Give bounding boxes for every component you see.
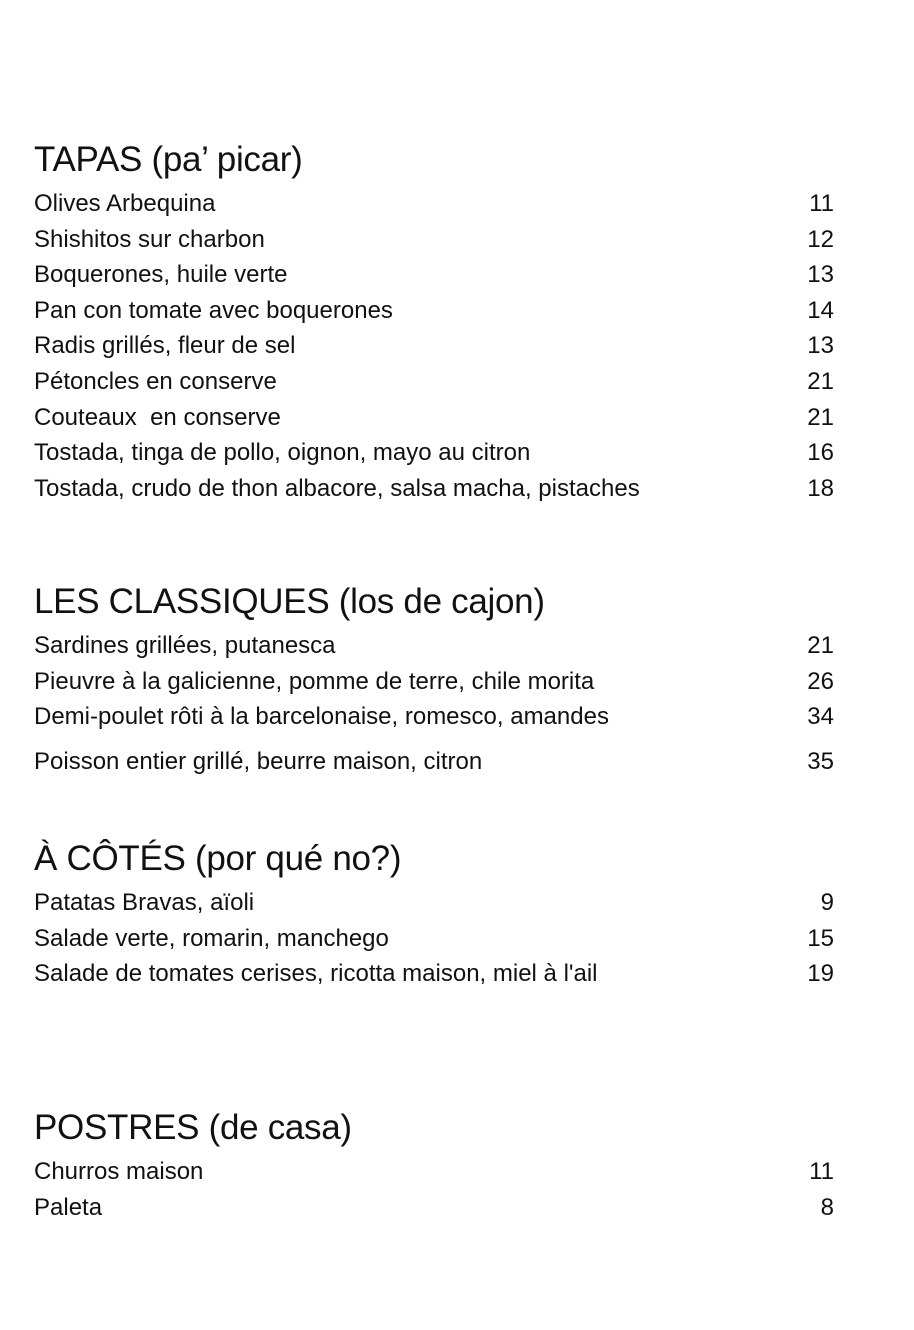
menu-item xyxy=(34,293,834,329)
menu-item-list xyxy=(34,1154,834,1225)
menu-item-price: 14 xyxy=(807,296,834,324)
menu-item-name: Pieuvre à la galicienne, pomme de terre, chile morita xyxy=(34,667,595,695)
menu-item-name: Pan con tomate avec boquerones xyxy=(34,296,393,324)
menu-item-price: 11 xyxy=(809,190,834,217)
menu-item xyxy=(34,257,834,293)
section-postres xyxy=(34,1108,834,1225)
menu-item-price: 15 xyxy=(807,924,834,952)
menu-item xyxy=(34,1190,834,1226)
menu-item-price: 34 xyxy=(807,703,834,731)
section-title: TAPAS (pa’ picar) xyxy=(34,140,303,179)
menu-item-price: 13 xyxy=(807,332,834,360)
menu-item-price: 21 xyxy=(807,632,834,659)
menu-item-list xyxy=(34,628,834,779)
section-tapas xyxy=(34,140,834,506)
menu-item-name: Churros maison xyxy=(34,1158,204,1185)
menu-item-price: 8 xyxy=(820,1193,834,1221)
menu-item-price: 18 xyxy=(807,474,834,502)
menu-item-price: 21 xyxy=(807,367,834,395)
menu-item-name: Radis grillés, fleur de sel xyxy=(34,332,296,360)
menu-item xyxy=(34,435,834,471)
menu-item xyxy=(34,921,834,957)
menu-item xyxy=(34,885,834,921)
menu-item-name: Olives Arbequina xyxy=(34,190,216,217)
section-les-classiques xyxy=(34,582,834,779)
menu-item-name: Paleta xyxy=(34,1193,103,1221)
menu-item-name: Couteaux en conserve xyxy=(34,403,281,431)
menu-item-name: Pétoncles en conserve xyxy=(34,367,277,395)
section-title: POSTRES (de casa) xyxy=(34,1108,352,1147)
menu-item-list xyxy=(34,885,834,992)
menu-item-name: Tostada, tinga de pollo, oignon, mayo au citron xyxy=(34,439,531,467)
menu-item-price: 21 xyxy=(807,403,834,431)
menu-item-name: Salade verte, romarin, manchego xyxy=(34,924,389,952)
menu-item-name: Sardines grillées, putanesca xyxy=(34,632,336,659)
menu-item-price: 12 xyxy=(807,225,834,253)
menu-item xyxy=(34,956,834,992)
section-title: LES CLASSIQUES (los de cajon) xyxy=(34,582,545,621)
menu-item xyxy=(34,328,834,364)
menu-item-price: 11 xyxy=(809,1158,834,1185)
section-a-cotes xyxy=(34,839,834,992)
menu-item xyxy=(34,186,834,222)
section-title: À CÔTÉS (por qué no?) xyxy=(34,839,402,878)
menu-item-price: 35 xyxy=(807,747,834,775)
menu-item-name: Tostada, crudo de thon albacore, salsa macha, pistaches xyxy=(34,474,640,502)
menu-item-name: Patatas Bravas, aïoli xyxy=(34,889,255,916)
menu-item xyxy=(34,699,834,735)
menu-item-price: 16 xyxy=(807,439,834,467)
menu-item xyxy=(34,222,834,258)
menu-item xyxy=(34,471,834,507)
menu-item xyxy=(34,664,834,700)
menu-item-price: 13 xyxy=(807,261,834,289)
menu-item-name: Salade de tomates cerises, ricotta maison, miel à l'ail xyxy=(34,960,598,988)
menu-item-name: Shishitos sur charbon xyxy=(34,225,265,253)
menu-item xyxy=(34,400,834,436)
menu-item-name: Demi-poulet rôti à la barcelonaise, romesco, amandes xyxy=(34,703,609,731)
menu-item-list xyxy=(34,186,834,506)
menu-item xyxy=(34,1154,834,1190)
menu-item-price: 19 xyxy=(807,960,834,988)
menu-item-name: Boquerones, huile verte xyxy=(34,261,288,289)
menu-item xyxy=(34,364,834,400)
menu-item xyxy=(34,744,834,780)
menu-item-name: Poisson entier grillé, beurre maison, citron xyxy=(34,747,483,775)
menu-item-price: 9 xyxy=(820,889,834,916)
menu-item xyxy=(34,628,834,664)
menu-item-price: 26 xyxy=(807,667,834,695)
